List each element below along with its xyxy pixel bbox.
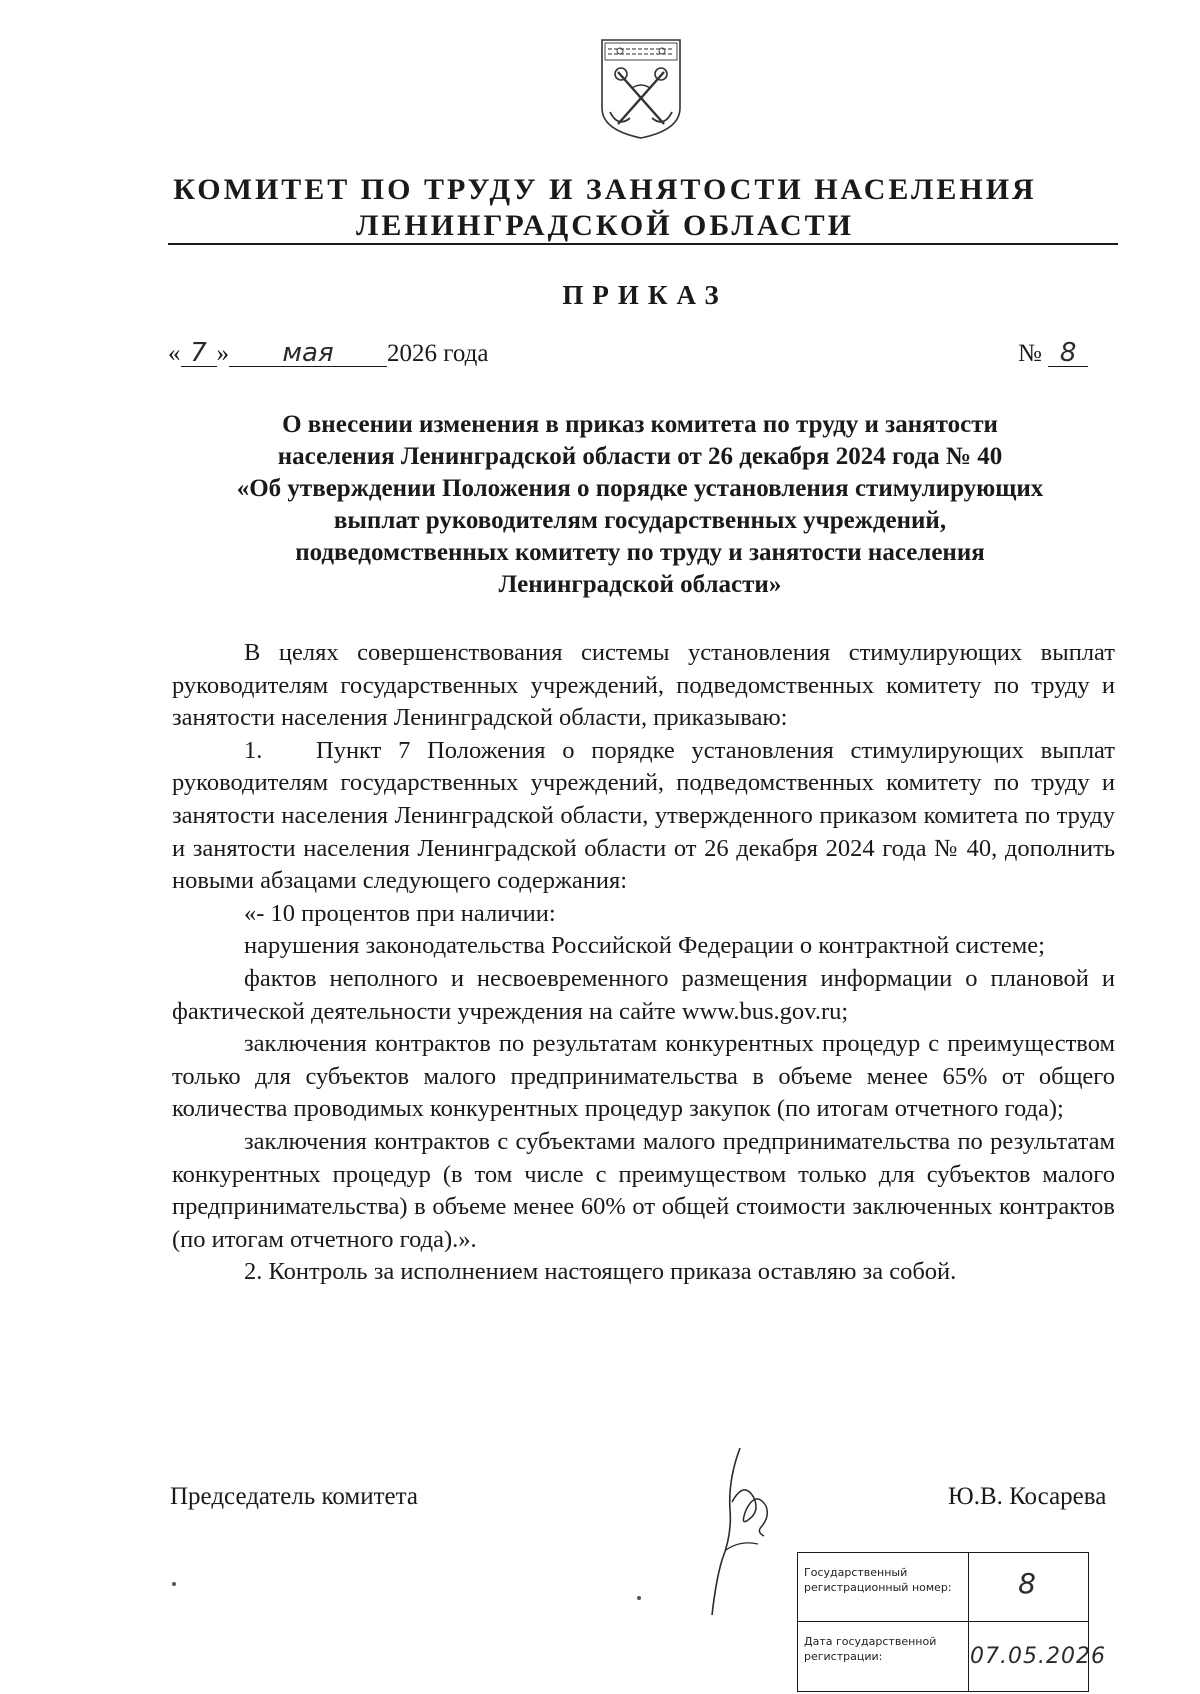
scan-speck <box>172 1582 176 1586</box>
document-type: ПРИКАЗ <box>562 280 728 310</box>
condition-paragraph-3: заключения контрактов по результатам конкурентных процедур с преимуществом только для субъектов малого предпринимательства в объеме менее 65% от общего количества проводимых конкурентных процедур закупок (по итогам отчетного года); <box>172 1030 1115 1123</box>
preamble-paragraph: В целях совершенствования системы установления стимулирующих выплат руководителям государственных учреждений, подведомственных комитету по труду и занятости населения Ленинградской области, приказываю: <box>172 639 1115 732</box>
item-1-text: Пункт 7 Положения о порядке установления стимулирующих выплат руководителям государственных учреждений, подведомственных комитету по труду и занятости населения Ленинградской области, утвержденного приказом комитета по труду и занятости населения Ленинградской области от 26 декабря 2024 года № 40, дополнить новыми абзацами следующего содержания: <box>172 736 1115 895</box>
registration-date-label: Дата государственной регистрации: <box>804 1635 937 1663</box>
order-number-value: 8 <box>1048 340 1088 367</box>
heading-line: «Об утверждении Положения о порядке установления стимулирующих <box>236 475 1044 502</box>
signatory-name: Ю.В. Косарева <box>948 1483 1107 1510</box>
condition-paragraph-4: заключения контрактов с субъектами малого предпринимательства по результатам конкурентных процедур (в том числе с преимуществом только для субъектов малого предпринимательства) в объеме менее 60% от общей стоимости заключенных контрактов (по итогам отчетного года).». <box>172 1127 1115 1253</box>
heading-line: выплат руководителям государственных учреждений, <box>333 507 947 534</box>
heading-line: Ленинградской области» <box>498 571 782 598</box>
handwritten-signature <box>700 1440 800 1620</box>
registration-divider <box>968 1553 969 1621</box>
header-divider <box>168 243 1118 245</box>
registration-number-value: 8 <box>1018 1567 1036 1600</box>
organization-title-line1: КОМИТЕТ ПО ТРУДУ И ЗАНЯТОСТИ НАСЕЛЕНИЯ <box>173 173 1037 206</box>
heading-line: подведомственных комитету по труду и занятости населения <box>295 539 985 566</box>
registration-date-value: 07.05.2026 <box>970 1644 1106 1669</box>
signatory-position: Председатель комитета <box>170 1483 418 1510</box>
item-2-paragraph: 2. Контроль за исполнением настоящего приказа оставляю за собой. <box>244 1258 957 1286</box>
registration-divider <box>968 1622 969 1691</box>
registration-stamp <box>797 1552 1106 1692</box>
date-open-quote: « <box>168 340 181 367</box>
heading-line: О внесении изменения в приказ комитета по труду и занятости <box>282 411 998 438</box>
date-day: 7 <box>181 340 217 367</box>
order-heading <box>160 409 1120 601</box>
date-year: 2026 года <box>387 340 489 367</box>
registration-number-row <box>798 1553 1088 1622</box>
organization-title-line2: ЛЕНИНГРАДСКОЙ ОБЛАСТИ <box>355 209 855 242</box>
item-1-number: 1. <box>244 736 263 764</box>
order-number <box>1018 340 1088 368</box>
date-close-quote: » <box>216 340 229 367</box>
order-number-prefix: № <box>1018 340 1042 367</box>
date-month: мая <box>229 340 387 367</box>
registration-date-row <box>798 1622 1106 1691</box>
quote-start-paragraph: «- 10 процентов при наличии: <box>244 899 556 927</box>
heading-line: населения Ленинградской области от 26 декабря 2024 года № 40 <box>277 443 1003 470</box>
scan-speck <box>637 1596 641 1600</box>
condition-paragraph-2: фактов неполного и несвоевременного размещения информации о плановой и фактической деятельности учреждения на сайте www.bus.gov.ru; <box>172 964 1115 1025</box>
coat-of-arms-icon <box>600 38 682 140</box>
condition-paragraph-1: нарушения законодательства Российской Федерации о контрактной системе; <box>244 932 1045 960</box>
order-body <box>172 637 1115 1289</box>
item-1-paragraph <box>172 735 1115 898</box>
registration-number-label: Государственный регистрационный номер: <box>804 1566 952 1594</box>
organization-title <box>150 172 1060 244</box>
order-date <box>168 340 488 368</box>
